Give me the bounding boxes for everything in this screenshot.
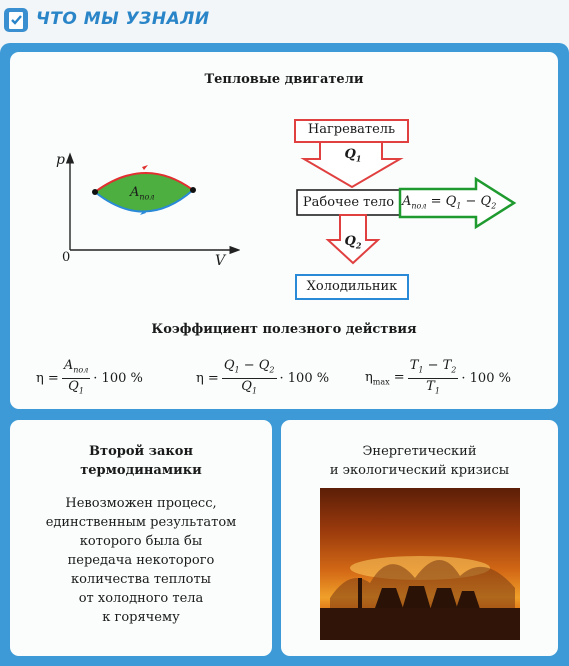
heat-engine-diagram [288, 117, 528, 311]
pv-graph [50, 150, 240, 274]
efficiency-formula-max: $\eta_{max}$ = $\frac{T_1 - T_2}{T_1}$ · 100 % [365, 358, 511, 396]
q2-label: $Q_2$ [344, 234, 362, 251]
working-body-box: Рабочее тело [302, 195, 395, 210]
v-axis-label: V [215, 253, 226, 269]
page-title: ЧТО МЫ УЗНАЛИ [36, 9, 210, 29]
second-law-title: Второй закон термодинамики [80, 444, 202, 478]
crisis-title: Энергетический и экологический кризисы [329, 444, 510, 478]
header [0, 0, 569, 40]
heater-box: Нагреватель [307, 122, 396, 137]
checklist-icon [4, 8, 28, 32]
q1-label: $Q_1$ [344, 147, 362, 164]
efficiency-title: Коэффициент полезного действия [151, 322, 417, 337]
power-plant-photo [320, 488, 520, 640]
origin-label: 0 [62, 250, 71, 265]
heat-engines-title: Тепловые двигатели [204, 72, 364, 87]
cooler-box: Холодильник [306, 279, 398, 294]
p-axis-label: p [56, 152, 65, 168]
efficiency-formula-work: η = $\frac{A_{пол}}{Q_1}$ · 100 % [36, 358, 143, 396]
work-area-label: $A_{пол}$ [130, 185, 155, 202]
second-law-text: Невозможен процесс, единственным результатом которого была бы передача некоторого количества теплоты от холодного тела к горячему [45, 496, 237, 625]
useful-work-label: $A_{пол} = Q_1 - Q_2$ [402, 194, 497, 211]
efficiency-formula-heat: η = $\frac{Q_1 - Q_2}{Q_1}$ · 100 % [196, 358, 330, 396]
